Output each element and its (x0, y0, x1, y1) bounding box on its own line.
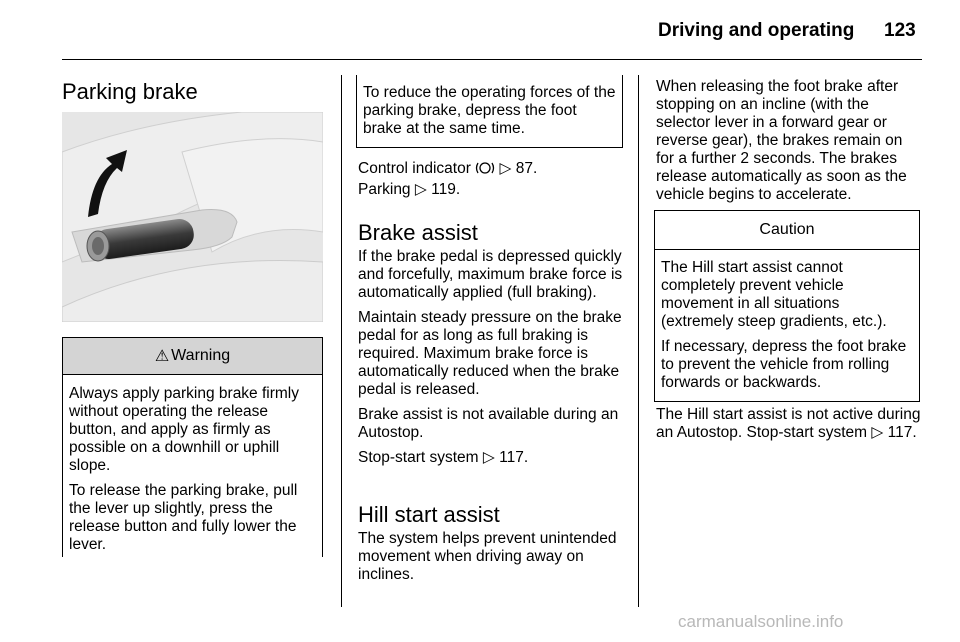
note-text: To reduce the operating forces of the parking brake, depress the foot brake at the same time. (363, 84, 616, 137)
caution-paragraph: The Hill start assist cannot completely prevent vehicle movement in all situations (extremely steep gradients, etc.). (661, 259, 887, 330)
reference-text: Stop-start system (358, 449, 479, 466)
caution-box (654, 210, 920, 402)
hill-start-release-text: When releasing the foot brake after stopping on an incline (with the selector lever in a forward gear or reverse gear), the brakes remain on for a further 2 seconds. The brakes release automatically as soon as the vehicle begins to accelerate. (656, 78, 907, 203)
parking-brake-illustration (62, 112, 323, 322)
parking-brake-image (62, 112, 323, 322)
section-heading-parking-brake: Parking brake (62, 79, 198, 104)
brake-indicator-icon (475, 161, 495, 180)
brake-assist-text (358, 248, 630, 474)
page-reference-arrow-icon: ▷ (482, 449, 495, 466)
paragraph: Brake assist is not available during an Autostop. (358, 406, 619, 441)
caution-header: Caution (655, 211, 919, 250)
paragraph: Maintain steady pressure on the brake pedal for as long as full braking is required. Maximum brake force is automatically reduced when the brake pedal is released. (358, 309, 622, 398)
reference-control-indicator (358, 160, 630, 180)
reference-stop-start (358, 449, 630, 467)
header-rule (62, 59, 922, 60)
reference-text: Control indicator (358, 160, 471, 177)
note-box (356, 75, 623, 148)
reference-text: Parking (358, 181, 411, 198)
page-reference-arrow-icon: ▷ (414, 181, 427, 198)
hill-start-autostop-text (656, 406, 924, 442)
reference-page-link[interactable]: 117. (499, 449, 529, 466)
watermark: carmanualsonline.info (678, 612, 844, 631)
warning-triangle-icon: ⚠ (154, 348, 170, 365)
reference-page-link[interactable]: 117. (887, 424, 917, 441)
page-reference-arrow-icon: ▷ (871, 424, 884, 441)
warning-paragraph: Always apply parking brake firmly without operating the release button, and apply as firmly as possible on a downhill or uphill slope. (69, 385, 300, 474)
reference-page-link[interactable]: 119. (431, 181, 461, 198)
hill-start-text: The system helps prevent unintended movement when driving away on inclines. (358, 530, 617, 583)
warning-box (62, 337, 323, 557)
paragraph: The Hill start assist is not active during an Autostop. Stop-start system (656, 406, 921, 441)
caution-body (655, 250, 919, 392)
page-number: 123 (884, 20, 916, 41)
caution-paragraph: If necessary, depress the foot brake to prevent the vehicle from rolling forwards or backwards. (661, 338, 907, 391)
warning-body (63, 375, 322, 554)
page-reference-arrow-icon: ▷ (499, 160, 512, 177)
section-heading-hill-start-assist: Hill start assist (358, 502, 500, 527)
section-heading-brake-assist: Brake assist (358, 220, 478, 245)
column-divider-1 (341, 75, 342, 607)
reference-page-link[interactable]: 87. (515, 160, 538, 177)
warning-label: Warning (171, 347, 231, 364)
column-divider-2 (638, 75, 639, 607)
warning-header (62, 337, 323, 375)
header-title: Driving and operating (658, 20, 855, 41)
warning-paragraph: To release the parking brake, pull the lever up slightly, press the release button and fully lower the lever. (69, 482, 298, 553)
paragraph: If the brake pedal is depressed quickly and forcefully, maximum brake force is automatically applied (full braking). (358, 248, 623, 301)
reference-parking (358, 181, 630, 199)
